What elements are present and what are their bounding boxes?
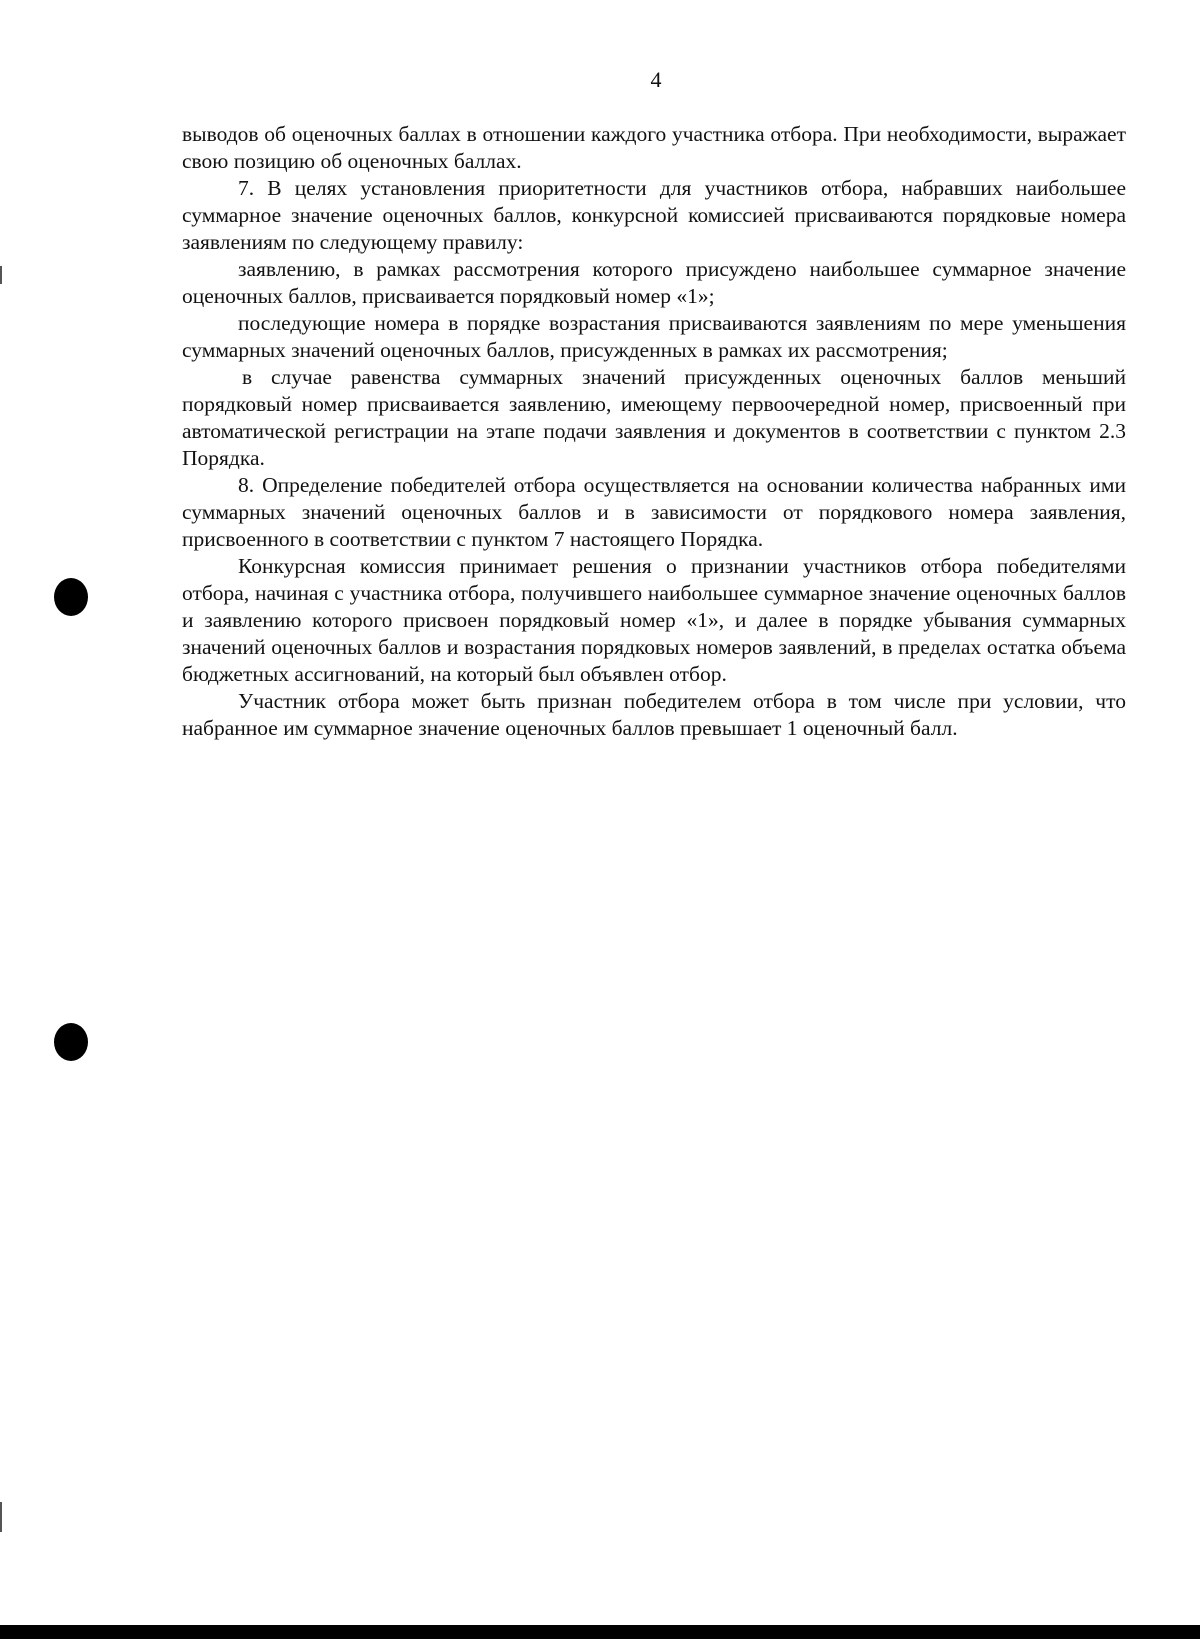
paragraph-commission-decision: Конкурсная комиссия принимает решения о признании участников отбора победителями отбора, начиная с участника отбора, получившего наибольшее суммарное значение оценочных баллов и заявлению которого присвоен порядковый номер «1», и далее в порядке убывания суммарных значений оценочных баллов и возрастания порядковых номеров заявлений, в пределах остатка объема бюджетных ассигнований, на который был объявлен отбор.	[182, 554, 1126, 686]
paragraph-item-7: 7. В целях установления приоритетности для участников отбора, набравших наибольшее суммарное значение оценочных баллов, конкурсной комиссией присваиваются порядковые номера заявлениям по следующему правилу:	[182, 176, 1126, 254]
paragraph-item-8: 8. Определение победителей отбора осуществляется на основании количества набранных ими суммарных значений оценочных баллов и в зависимости от порядкового номера заявления, присвоенного в соответствии с пунктом 7 настоящего Порядка.	[182, 473, 1126, 551]
paragraph-continuation: выводов об оценочных баллах в отношении каждого участника отбора. При необходимости, выражает свою позицию об оценочных баллах.	[182, 122, 1126, 173]
punch-hole-icon	[54, 578, 88, 616]
paragraph-winner-condition: Участник отбора может быть признан победителем отбора в том числе при условии, что набранное им суммарное значение оценочных баллов превышает 1 оценочный балл.	[182, 689, 1126, 740]
punch-hole-icon	[54, 1023, 88, 1061]
document-body	[182, 121, 1126, 742]
page-number: 4	[650, 67, 662, 92]
paragraph-rule-first: заявлению, в рамках рассмотрения которого присуждено наибольшее суммарное значение оценочных баллов, присваивается порядковый номер «1»;	[182, 257, 1126, 308]
scan-edge-mark	[0, 266, 2, 284]
scan-edge-mark	[0, 1502, 2, 1532]
paragraph-rule-equality: в случае равенства суммарных значений присужденных оценочных баллов меньший порядковый номер присваивается заявлению, имеющему первоочередной номер, присвоенный при автоматической регистрации на этапе подачи заявления и документов в соответствии с пунктом 2.3 Порядка.	[182, 365, 1126, 470]
paragraph-rule-subsequent: последующие номера в порядке возрастания присваиваются заявлениям по мере уменьшения суммарных значений оценочных баллов, присужденных в рамках их рассмотрения;	[182, 311, 1126, 362]
scan-bottom-border	[0, 1625, 1200, 1639]
